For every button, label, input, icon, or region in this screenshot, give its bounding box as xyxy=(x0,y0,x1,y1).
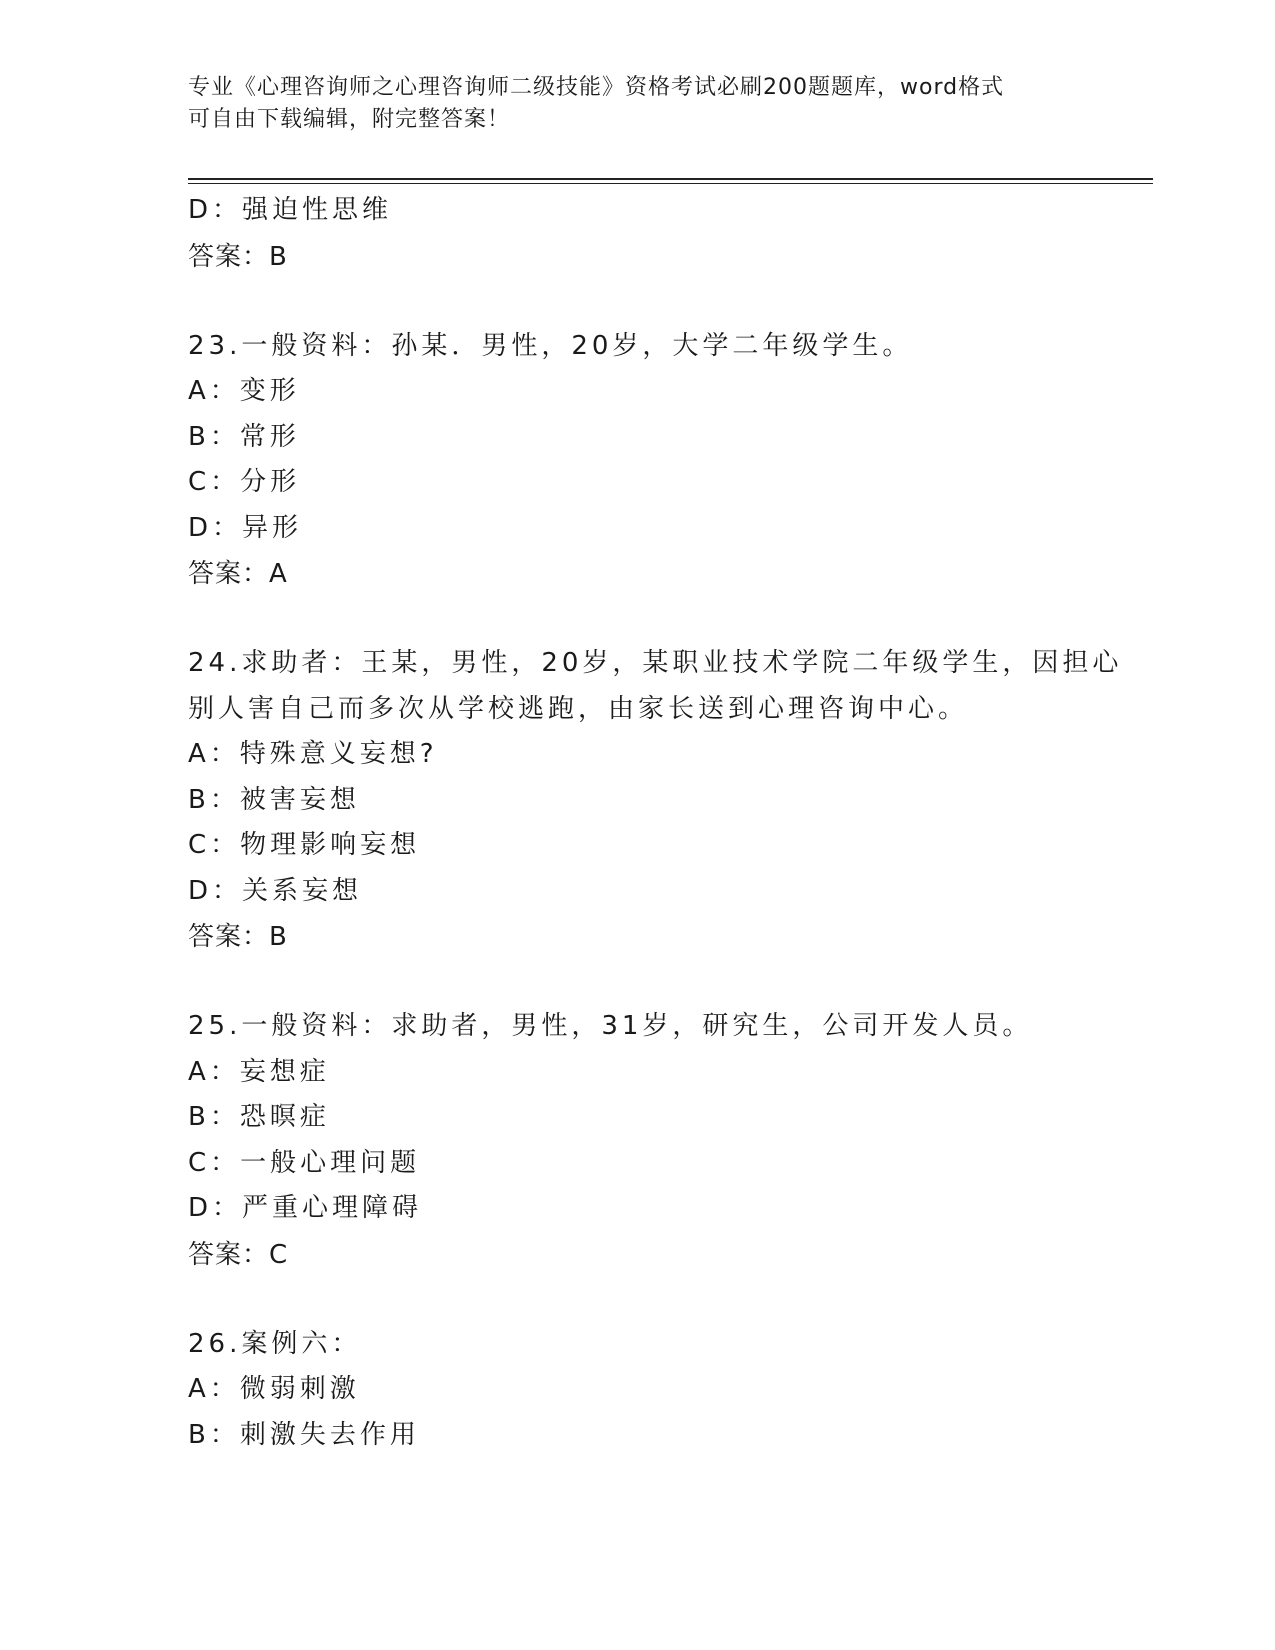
question-24-option-c: C：物理影响妄想 xyxy=(188,830,421,860)
question-24-option-b: B：被害妄想 xyxy=(188,784,360,815)
header-line-2: 可自由下载编辑，附完整答案！ xyxy=(188,107,511,132)
question-spacer xyxy=(188,960,1148,1004)
question-26-option-b: B：刺激失去作用 xyxy=(188,1419,420,1450)
question-23-option-d: D：异形 xyxy=(188,512,303,543)
question-25-answer: 答案：C xyxy=(188,1239,289,1270)
document-header xyxy=(188,72,1088,136)
question-24-option-a: A：特殊意义妄想? xyxy=(188,739,438,769)
question-26-stem: 26.案例六： xyxy=(188,1328,362,1359)
question-25-option-a: A：妄想症 xyxy=(188,1056,330,1087)
question-spacer xyxy=(188,280,1148,324)
question-24-stem-line-2: 别人害自己而多次从学校逃跑，由家长送到心理咨询中心。 xyxy=(188,693,969,724)
header-divider-thick xyxy=(188,178,1153,180)
question-23-option-b: B：常形 xyxy=(188,421,300,452)
question-24-option-d: D：关系妄想 xyxy=(188,875,363,906)
header-divider-thin xyxy=(188,183,1153,184)
question-24-answer: 答案：B xyxy=(188,922,288,952)
prev-question-option-d: D：强迫性思维 xyxy=(188,195,393,225)
header-line-1: 专业《心理咨询师之心理咨询师二级技能》资格考试必刷200题题库，word格式 xyxy=(188,75,1005,100)
question-25-option-b: B：恐暝症 xyxy=(188,1102,330,1132)
question-23-option-a: A：变形 xyxy=(188,376,300,406)
question-spacer xyxy=(188,597,1148,641)
question-23-stem: 23.一般资料：孙某．男性，20岁，大学二年级学生。 xyxy=(188,330,913,361)
question-25-stem: 25.一般资料：求助者，男性，31岁，研究生，公司开发人员。 xyxy=(188,1011,1033,1041)
question-24-stem-line-1: 24.求助者：王某，男性，20岁，某职业技术学院二年级学生，因担心 xyxy=(188,648,1123,678)
question-23-option-c: C：分形 xyxy=(188,467,301,497)
question-list xyxy=(188,188,1148,1458)
question-spacer xyxy=(188,1278,1148,1322)
question-23-answer: 答案：A xyxy=(188,559,288,589)
prev-question-answer: 答案：B xyxy=(188,241,288,272)
question-26-option-a: A：微弱刺激 xyxy=(188,1374,360,1404)
question-25-option-c: C：一般心理问题 xyxy=(188,1147,421,1178)
question-25-option-d: D：严重心理障碍 xyxy=(188,1193,423,1223)
